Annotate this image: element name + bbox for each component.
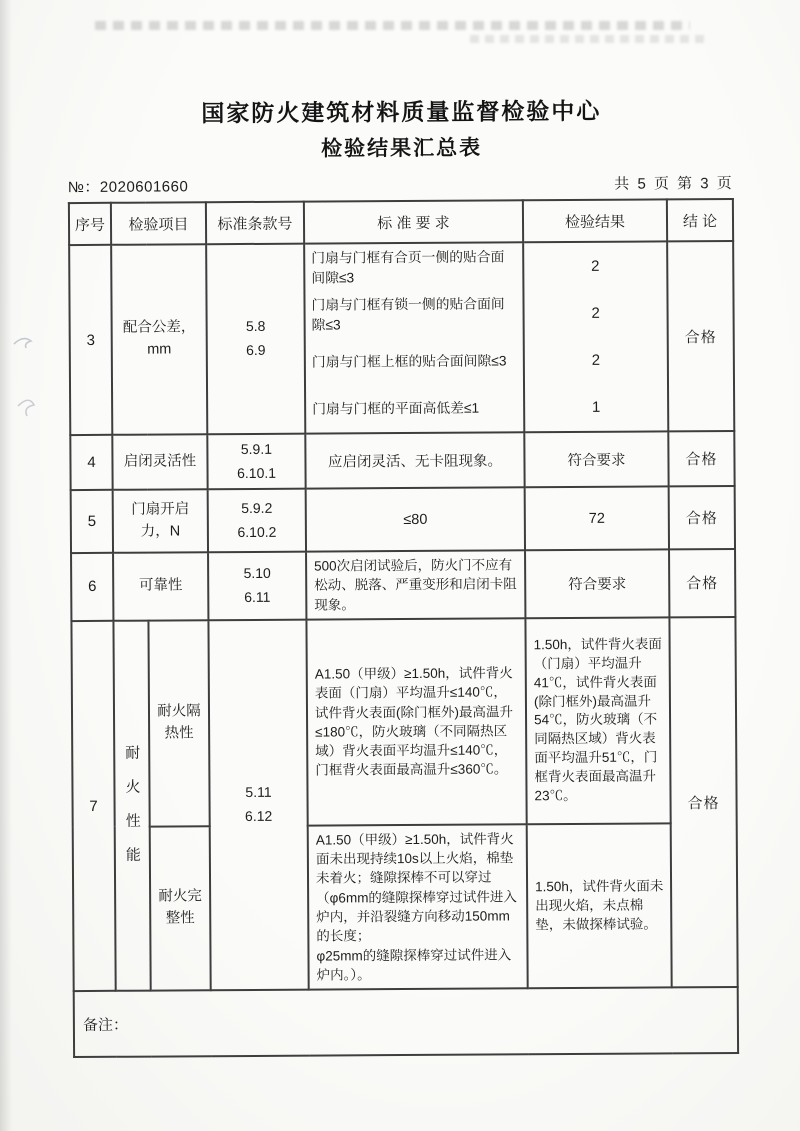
row4-result: 符合要求 (524, 431, 668, 487)
row3-no: 3 (69, 245, 112, 435)
report-number-value: 2020601660 (99, 178, 189, 196)
row6-clause-2: 6.11 (244, 588, 271, 605)
row7-clause-1: 5.11 (245, 784, 272, 801)
row3-clause-1: 5.8 (245, 318, 266, 335)
remark-label: 备注： (74, 987, 738, 1057)
row-3-fit-tolerance (69, 241, 734, 435)
row3-req-4: 门扇与门框的平面高低差≤1 (312, 400, 480, 417)
row6-clause-1: 5.10 (243, 564, 271, 582)
row7-clause-2: 6.12 (244, 807, 273, 825)
report-title: 检验结果汇总表 (320, 136, 483, 161)
row3-requirements (304, 242, 524, 433)
header-result: 检验结果 (523, 199, 667, 242)
row-7-fire-insulation (71, 617, 736, 827)
report-number-label: №： (67, 178, 100, 197)
row7-sub1-result: 1.50h，试件背火表面（门扇）平均温升41℃，试件背火表面(除门框外)最高温升54℃，防火玻璃（不同隔热区域）背火表面平均温升51℃，门框背火表面最高温升23℃。 (525, 617, 670, 824)
row5-result: 72 (525, 486, 669, 550)
row7-clause (208, 620, 308, 991)
report-number (68, 175, 189, 197)
row7-conclusion: 合格 (669, 617, 737, 988)
header-conclusion: 结 论 (667, 199, 733, 241)
row6-result: 符合要求 (525, 549, 669, 618)
results-table (68, 198, 739, 1058)
document-content (67, 0, 741, 1058)
row3-clause (206, 244, 305, 435)
row4-clause (207, 434, 305, 490)
row3-result-3: 2 (591, 351, 601, 369)
row-7-fire-integrity (73, 823, 738, 991)
row6-item: 可靠性 (113, 552, 208, 620)
header-requirement: 标 准 要 求 (304, 200, 523, 243)
row6-clause (208, 552, 306, 620)
row4-clause-1: 5.9.1 (240, 440, 273, 457)
header-seq: 序号 (69, 203, 111, 245)
row4-item: 启闭灵活性 (112, 434, 207, 490)
header-clause: 标准条款号 (206, 202, 304, 245)
row-6-reliability (71, 549, 735, 621)
row7-sub1-requirement: A1.50（甲级）≥1.50h，试件背火表面（门扇）平均温升≤140℃，试件背火表面(除门框外)最高温升≤180℃，防火玻璃（不同隔热区域）背火表面平均温升≤140℃，门框背火表面最高温升≤360℃。 (306, 618, 526, 825)
row7-sub2-result: 1.50h，试件背火面未出现火焰，未点棉垫，未做探棒试验。 (527, 823, 672, 988)
row4-no: 4 (70, 435, 112, 490)
row6-no: 6 (71, 553, 113, 621)
row3-result-4: 1 (591, 398, 601, 416)
page-counter: 共 5 页 第 3 页 (614, 175, 734, 193)
row4-requirement: 应启闭灵活、无卡阻现象。 (305, 432, 524, 488)
row5-no: 5 (71, 490, 113, 553)
row3-clause-2: 6.9 (246, 341, 266, 358)
table-header-row (69, 199, 733, 245)
row3-req-3: 门扇与门框上框的贴合面间隙≤3 (311, 352, 507, 370)
row7-sub2-label: 耐火完整性 (150, 826, 211, 991)
row5-clause (208, 489, 306, 553)
org-title: 国家防火建筑材料质量监督检验中心 (201, 97, 602, 127)
row7-sub1-label: 耐火隔热性 (148, 620, 209, 826)
scan-edge-shadow (0, 0, 12, 1131)
row3-results (523, 241, 668, 432)
row6-conclusion: 合格 (669, 549, 735, 617)
row3-result-1: 2 (591, 257, 600, 275)
row3-req-1: 门扇与门框有合页一侧的贴合面间隙≤3 (311, 248, 505, 286)
row4-conclusion: 合格 (668, 431, 734, 486)
meta-row (68, 169, 736, 197)
row5-item: 门扇开启力，N (113, 489, 208, 553)
row7-item-vertical (113, 620, 150, 991)
row5-clause-1: 5.9.2 (241, 499, 273, 516)
row5-requirement: ≤80 (306, 487, 525, 551)
row7-sub2-requirement: A1.50（甲级）≥1.50h，试件背火面未出现持续10s以上火焰，棉垫未着火；缝隙探棒不可以穿过（φ6mm的缝隙探棒穿过试件进入炉内，并沿裂缝方向移动150mm的长度； φ25mm的缝隙探棒穿过试件进入炉内。）。 (308, 824, 528, 990)
row3-conclusion: 合格 (667, 241, 734, 431)
row-5-door-opening-force (71, 486, 735, 553)
row4-clause-2: 6.10.1 (237, 464, 277, 481)
row7-item-label: 耐火性能 (123, 744, 142, 881)
row7-no: 7 (71, 621, 115, 992)
row5-clause-2: 6.10.2 (237, 523, 277, 540)
remark-row (74, 987, 738, 1057)
row-4-open-close-flexibility (70, 431, 734, 490)
header-item: 检验项目 (111, 202, 206, 245)
pen-marks (6, 330, 50, 440)
row5-conclusion: 合格 (669, 486, 735, 549)
row3-req-2: 门扇与门框有锁一侧的贴合面间隙≤3 (311, 295, 505, 333)
row6-requirement: 500次启闭试验后，防火门不应有松动、脱落、严重变形和启闭卡阻现象。 (306, 550, 525, 619)
row3-result-2: 2 (591, 304, 600, 322)
row3-item: 配合公差，mm (111, 244, 207, 435)
